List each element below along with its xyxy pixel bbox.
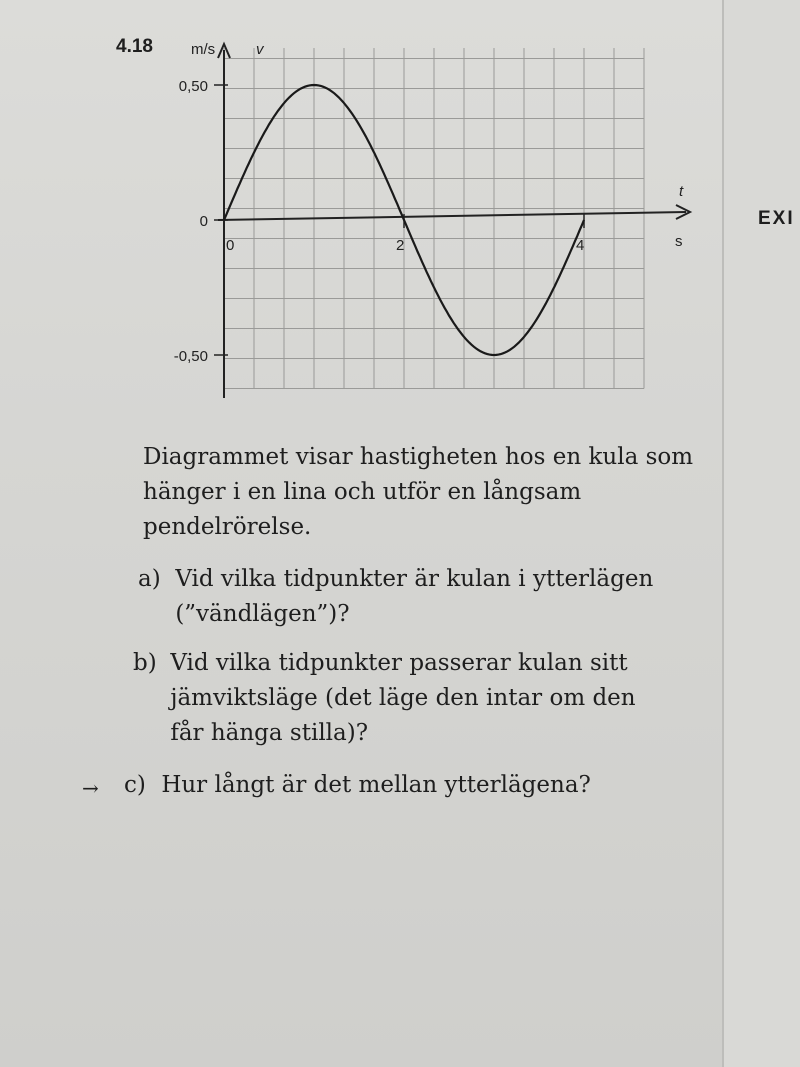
- question-b: [133, 646, 650, 751]
- side-label: EXI: [758, 208, 795, 229]
- question-a-text: Vid vilka tidpunkter är kulan i ytterlägen (”vändlägen”)?: [175, 566, 654, 627]
- x-axis-unit: s: [675, 233, 683, 250]
- problem-number: 4.18: [116, 36, 153, 57]
- question-a-label: a): [138, 566, 161, 592]
- x-axis-label: t: [679, 183, 684, 200]
- y-tick-label: 0: [199, 213, 208, 230]
- question-c-label: c): [124, 772, 146, 798]
- question-c: [124, 768, 641, 803]
- y-tick-label: 0,50: [178, 78, 208, 95]
- velocity-chart: [0, 0, 800, 420]
- y-axis-unit: m/s: [191, 41, 216, 58]
- problem-intro: Diagrammet visar hastigheten hos en kula som hänger i en lina och utför en långsam pendelrörelse.: [143, 444, 694, 540]
- x-tick-label: 4: [576, 237, 585, 254]
- handwritten-arrow: →: [82, 776, 99, 800]
- chart-ticks: [174, 78, 585, 365]
- x-tick-label: 0: [226, 237, 235, 254]
- question-b-label: b): [133, 650, 157, 676]
- question-a: [138, 562, 655, 632]
- x-tick-label: 2: [396, 237, 405, 254]
- question-c-text: Hur långt är det mellan ytterlägena?: [161, 772, 591, 798]
- question-b-text: Vid vilka tidpunkter passerar kulan sitt jämviktsläge (det läge den intar om den får hänga stilla)?: [170, 650, 636, 746]
- x-axis-line: [218, 212, 686, 220]
- y-axis-label: v: [256, 41, 264, 58]
- y-tick-label: -0,50: [173, 348, 208, 365]
